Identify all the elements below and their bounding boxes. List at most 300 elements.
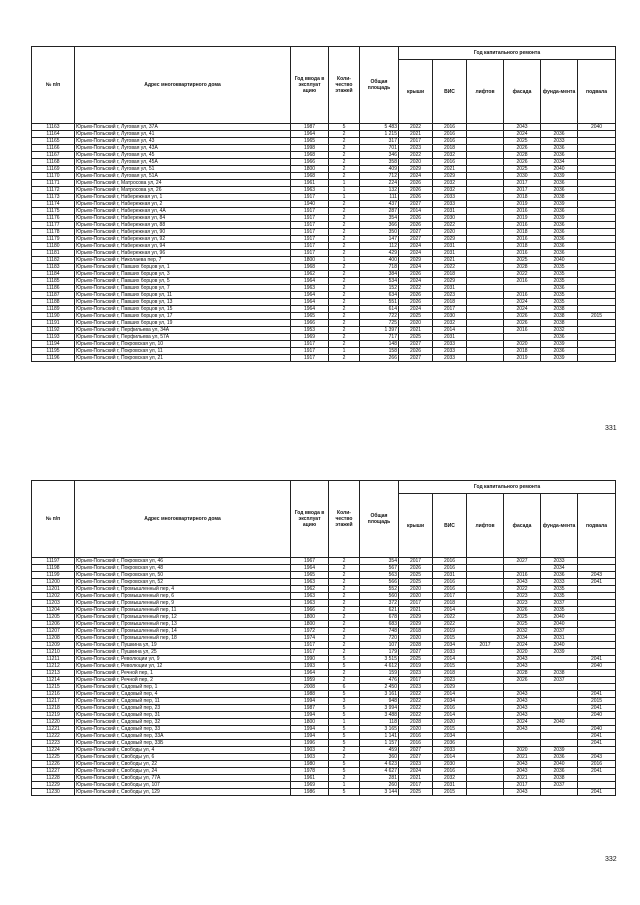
table-row xyxy=(32,656,616,663)
row-roof: 2022 xyxy=(399,712,433,719)
row-address: Юрьев-Польский г, Свободы ул, 22 xyxy=(75,761,291,768)
row-num: 11196 xyxy=(32,355,75,362)
row-num: 11218 xyxy=(32,705,75,712)
row-floors: 2 xyxy=(329,621,360,628)
table-row xyxy=(32,306,616,313)
row-address: Юрьев-Польский г, Покровская ул, 50 xyxy=(75,572,291,579)
row-lifts xyxy=(467,327,504,334)
row-lifts xyxy=(467,670,504,677)
row-vis: 2019 xyxy=(433,628,467,635)
row-num: 11215 xyxy=(32,684,75,691)
row-address: Юрьев-Польский г, Пушкина ул, 25 xyxy=(75,649,291,656)
row-roof: 2017 xyxy=(399,677,433,684)
row-area: 712 xyxy=(360,173,399,180)
row-facade: 2023 xyxy=(504,600,541,607)
table-row xyxy=(32,607,616,614)
header-basement: подвала xyxy=(578,494,616,558)
table-row xyxy=(32,166,616,173)
row-area: 701 xyxy=(360,145,399,152)
row-num: 11168 xyxy=(32,159,75,166)
row-area: 459 xyxy=(360,747,399,754)
row-vis: 2016 xyxy=(433,131,467,138)
row-num: 11209 xyxy=(32,642,75,649)
row-lifts xyxy=(467,152,504,159)
row-num: 11221 xyxy=(32,726,75,733)
row-facade xyxy=(504,285,541,292)
row-address: Юрьев-Польский г, Промышленный пер, 18 xyxy=(75,635,291,642)
row-basement: 2016 xyxy=(578,761,616,768)
row-address: Юрьев-Польский г, Садовый пер, 31 xyxy=(75,712,291,719)
row-num: 11200 xyxy=(32,579,75,586)
row-foundation: 2039 xyxy=(541,201,578,208)
row-basement xyxy=(578,747,616,754)
row-facade: 2018 xyxy=(504,348,541,355)
row-area: 147 xyxy=(360,236,399,243)
row-num: 11182 xyxy=(32,257,75,264)
row-lifts xyxy=(467,761,504,768)
table-row xyxy=(32,257,616,264)
row-lifts xyxy=(467,194,504,201)
row-roof: 2024 xyxy=(399,768,433,775)
row-num: 11207 xyxy=(32,628,75,635)
row-address: Юрьев-Польский г, Свободы ул, 6 xyxy=(75,754,291,761)
row-area: 748 xyxy=(360,628,399,635)
row-year: 1917 xyxy=(291,642,329,649)
row-year: 1964 xyxy=(291,306,329,313)
row-floors: 2 xyxy=(329,628,360,635)
row-address: Юрьев-Польский г, Павших борцов ул, 7 xyxy=(75,285,291,292)
row-lifts xyxy=(467,341,504,348)
row-vis: 2033 xyxy=(433,201,467,208)
row-address: Юрьев-Польский г, Павших борцов ул, 5 xyxy=(75,278,291,285)
row-floors: 2 xyxy=(329,586,360,593)
row-vis: 2018 xyxy=(433,271,467,278)
row-area: 3 994 xyxy=(360,705,399,712)
row-foundation: 2040 xyxy=(541,166,578,173)
row-year: 1800 xyxy=(291,614,329,621)
row-foundation: 2040 xyxy=(541,761,578,768)
header-foundation: фунда-мента xyxy=(541,60,578,124)
row-floors: 2 xyxy=(329,313,360,320)
row-area: 678 xyxy=(360,614,399,621)
row-floors: 2 xyxy=(329,159,360,166)
row-facade: 2021 xyxy=(504,754,541,761)
row-address: Юрьев-Польский г, Луговая ул, 41 xyxy=(75,131,291,138)
row-basement xyxy=(578,334,616,341)
row-area: 476 xyxy=(360,677,399,684)
row-num: 11184 xyxy=(32,271,75,278)
row-year: 1968 xyxy=(291,152,329,159)
row-facade: 2043 xyxy=(504,698,541,705)
row-roof: 2029 xyxy=(399,257,433,264)
row-vis: 2018 xyxy=(433,299,467,306)
row-foundation: 2036 xyxy=(541,229,578,236)
row-roof: 2027 xyxy=(399,229,433,236)
row-address: Юрьев-Польский г, Садовый пер, 4 xyxy=(75,691,291,698)
row-foundation: 2036 xyxy=(541,131,578,138)
row-area: 111 xyxy=(360,194,399,201)
row-roof: 2022 xyxy=(399,705,433,712)
row-year: 1966 xyxy=(291,607,329,614)
row-basement xyxy=(578,355,616,362)
row-floors: 2 xyxy=(329,565,360,572)
row-area: 112 xyxy=(360,243,399,250)
row-address: Юрьев-Польский г, Набережная ул, 4А xyxy=(75,208,291,215)
row-num: 11166 xyxy=(32,145,75,152)
row-year: 1964 xyxy=(291,565,329,572)
row-address: Юрьев-Польский г, Луговая ул, 51А xyxy=(75,173,291,180)
row-foundation: 2035 xyxy=(541,299,578,306)
row-basement xyxy=(578,782,616,789)
row-lifts xyxy=(467,684,504,691)
row-floors: 5 xyxy=(329,705,360,712)
row-lifts xyxy=(467,698,504,705)
row-basement xyxy=(578,271,616,278)
row-num: 11230 xyxy=(32,789,75,796)
row-lifts xyxy=(467,726,504,733)
table-row xyxy=(32,663,616,670)
row-num: 11225 xyxy=(32,754,75,761)
row-foundation: 2039 xyxy=(541,355,578,362)
row-floors: 2 xyxy=(329,152,360,159)
row-lifts xyxy=(467,586,504,593)
row-foundation: 2036 xyxy=(541,145,578,152)
table-row xyxy=(32,782,616,789)
row-roof: 2025 xyxy=(399,313,433,320)
row-address: Юрьев-Польский г, Покровская ул, 11 xyxy=(75,348,291,355)
row-facade: 2016 xyxy=(504,236,541,243)
row-roof: 2022 xyxy=(399,285,433,292)
row-basement: 2040 xyxy=(578,124,616,131)
row-lifts xyxy=(467,264,504,271)
row-num: 11210 xyxy=(32,649,75,656)
row-area: 3 515 xyxy=(360,656,399,663)
row-facade: 2043 xyxy=(504,768,541,775)
row-address: Юрьев-Польский г, Речной пер, 2 xyxy=(75,677,291,684)
row-basement xyxy=(578,719,616,726)
row-year: 1963 xyxy=(291,579,329,586)
row-roof: 2026 xyxy=(399,299,433,306)
row-lifts xyxy=(467,236,504,243)
row-facade: 2024 xyxy=(504,306,541,313)
row-floors: 2 xyxy=(329,635,360,642)
row-foundation xyxy=(541,656,578,663)
row-floors: 5 xyxy=(329,789,360,796)
row-basement xyxy=(578,173,616,180)
row-lifts xyxy=(467,313,504,320)
row-vis: 2034 xyxy=(433,642,467,649)
row-year: 1988 xyxy=(291,691,329,698)
row-roof: 2024 xyxy=(399,173,433,180)
row-vis: 2030 xyxy=(433,313,467,320)
table-row xyxy=(32,558,616,565)
row-floors: 5 xyxy=(329,768,360,775)
row-floors: 5 xyxy=(329,663,360,670)
row-address: Юрьев-Польский г, Садовый пер, 33А xyxy=(75,733,291,740)
row-year: 1917 xyxy=(291,243,329,250)
row-vis: 2020 xyxy=(433,229,467,236)
row-vis: 2014 xyxy=(433,327,467,334)
row-floors: 2 xyxy=(329,355,360,362)
row-area: 4 627 xyxy=(360,768,399,775)
row-foundation: 2040 xyxy=(541,614,578,621)
row-foundation: 2038 xyxy=(541,670,578,677)
row-roof: 2019 xyxy=(399,663,433,670)
row-vis: 2034 xyxy=(433,733,467,740)
row-foundation: 2036 xyxy=(541,285,578,292)
row-vis: 2022 xyxy=(433,614,467,621)
row-floors: 6 xyxy=(329,684,360,691)
row-year: 1968 xyxy=(291,173,329,180)
row-roof: 2026 xyxy=(399,187,433,194)
row-lifts xyxy=(467,691,504,698)
row-floors: 2 xyxy=(329,222,360,229)
row-basement xyxy=(578,670,616,677)
row-basement: 2041 xyxy=(578,691,616,698)
row-facade: 2025 xyxy=(504,621,541,628)
row-area: 346 xyxy=(360,152,399,159)
row-vis: 2033 xyxy=(433,348,467,355)
row-facade xyxy=(504,740,541,747)
table-row xyxy=(32,138,616,145)
row-area: 1 215 xyxy=(360,131,399,138)
row-floors: 3 xyxy=(329,698,360,705)
row-vis: 2029 xyxy=(433,173,467,180)
row-facade: 2026 xyxy=(504,677,541,684)
row-lifts xyxy=(467,747,504,754)
row-floors: 2 xyxy=(329,208,360,215)
row-num: 11171 xyxy=(32,180,75,187)
row-lifts xyxy=(467,334,504,341)
row-address: Юрьев-Польский г, Набережная ул, 90 xyxy=(75,229,291,236)
table-row xyxy=(32,747,616,754)
row-vis: 2023 xyxy=(433,292,467,299)
row-roof: 2020 xyxy=(399,635,433,642)
row-area: 567 xyxy=(360,565,399,572)
row-lifts xyxy=(467,782,504,789)
row-foundation: 2040 xyxy=(541,642,578,649)
row-roof: 2017 xyxy=(399,558,433,565)
row-area: 354 xyxy=(360,558,399,565)
row-vis: 2032 xyxy=(433,187,467,194)
row-roof: 2029 xyxy=(399,166,433,173)
row-num: 11192 xyxy=(32,327,75,334)
row-num: 11213 xyxy=(32,670,75,677)
row-year: 1994 xyxy=(291,698,329,705)
table-row xyxy=(32,719,616,726)
row-vis: 2016 xyxy=(433,159,467,166)
row-facade xyxy=(504,565,541,572)
row-num: 11173 xyxy=(32,194,75,201)
row-year: 1986 xyxy=(291,789,329,796)
row-num: 11163 xyxy=(32,124,75,131)
row-lifts xyxy=(467,754,504,761)
table-row xyxy=(32,572,616,579)
row-address: Юрьев-Польский г, Промышленный пер, 4 xyxy=(75,586,291,593)
row-floors: 1 xyxy=(329,180,360,187)
row-floors: 2 xyxy=(329,607,360,614)
table-row xyxy=(32,705,616,712)
row-facade: 2023 xyxy=(504,593,541,600)
row-basement xyxy=(578,257,616,264)
row-floors: 2 xyxy=(329,131,360,138)
row-vis: 2014 xyxy=(433,607,467,614)
row-year: 1966 xyxy=(291,320,329,327)
row-year: 1963 xyxy=(291,600,329,607)
row-area: 717 xyxy=(360,334,399,341)
row-foundation: 2039 xyxy=(541,747,578,754)
row-num: 11202 xyxy=(32,593,75,600)
row-vis: 2018 xyxy=(433,145,467,152)
row-address: Юрьев-Польский г, Покровская ул, 10 xyxy=(75,341,291,348)
page-number: 331 xyxy=(605,425,617,432)
row-basement xyxy=(578,208,616,215)
row-year: 1961 xyxy=(291,180,329,187)
header-area: Общая площадь xyxy=(360,481,399,558)
row-year: 1993 xyxy=(291,663,329,670)
row-foundation: 2036 xyxy=(541,768,578,775)
row-floors: 2 xyxy=(329,320,360,327)
row-foundation: 2035 xyxy=(541,264,578,271)
row-year: 1965 xyxy=(291,313,329,320)
row-address: Юрьев-Польский г, Набережная ул, 94 xyxy=(75,243,291,250)
row-vis: 2016 xyxy=(433,579,467,586)
row-floors: 2 xyxy=(329,201,360,208)
row-lifts xyxy=(467,292,504,299)
table-row xyxy=(32,215,616,222)
row-floors: 2 xyxy=(329,754,360,761)
row-floors: 2 xyxy=(329,285,360,292)
row-year: 1969 xyxy=(291,782,329,789)
table-row xyxy=(32,768,616,775)
row-facade: 2016 xyxy=(504,327,541,334)
row-facade: 2026 xyxy=(504,159,541,166)
header-address: Адрес многоквартирного дома xyxy=(75,481,291,558)
table-row xyxy=(32,152,616,159)
header-foundation: фунда-мента xyxy=(541,494,578,558)
table-row xyxy=(32,285,616,292)
row-area: 350 xyxy=(360,229,399,236)
row-lifts xyxy=(467,138,504,145)
row-lifts xyxy=(467,355,504,362)
row-facade: 2043 xyxy=(504,705,541,712)
row-facade: 2043 xyxy=(504,656,541,663)
table-row xyxy=(32,565,616,572)
table-row xyxy=(32,131,616,138)
row-roof: 2026 xyxy=(399,180,433,187)
row-num: 11169 xyxy=(32,166,75,173)
row-vis: 2030 xyxy=(433,761,467,768)
row-year: 1994 xyxy=(291,712,329,719)
row-roof: 2021 xyxy=(399,327,433,334)
row-vis: 2034 xyxy=(433,698,467,705)
table-row xyxy=(32,789,616,796)
table-row xyxy=(32,775,616,782)
row-foundation: 2035 xyxy=(541,607,578,614)
row-area: 718 xyxy=(360,264,399,271)
row-lifts xyxy=(467,257,504,264)
header-address: Адрес многоквартирного дома xyxy=(75,47,291,124)
row-num: 11220 xyxy=(32,719,75,726)
row-year: 1968 xyxy=(291,264,329,271)
row-basement xyxy=(578,565,616,572)
row-num: 11186 xyxy=(32,285,75,292)
row-facade: 2016 xyxy=(504,278,541,285)
header-num: № п/п xyxy=(32,47,75,124)
header-roof: крыши xyxy=(399,60,433,124)
row-area: 5 483 xyxy=(360,124,399,131)
row-lifts xyxy=(467,572,504,579)
row-facade: 2016 xyxy=(504,572,541,579)
row-num: 11193 xyxy=(32,334,75,341)
row-year: 1800 xyxy=(291,166,329,173)
row-address: Юрьев-Польский г, Павших борцов ул, 15 xyxy=(75,306,291,313)
row-num: 11189 xyxy=(32,306,75,313)
row-lifts xyxy=(467,271,504,278)
row-num: 11176 xyxy=(32,215,75,222)
row-basement xyxy=(578,327,616,334)
row-lifts xyxy=(467,768,504,775)
row-lifts xyxy=(467,621,504,628)
row-foundation: 2036 xyxy=(541,222,578,229)
row-address: Юрьев-Польский г, Пушкина ул, 19 xyxy=(75,642,291,649)
row-vis: 2014 xyxy=(433,712,467,719)
row-foundation: 2034 xyxy=(541,159,578,166)
row-roof: 2024 xyxy=(399,264,433,271)
row-area: 720 xyxy=(360,635,399,642)
row-address: Юрьев-Польский г, Покровская ул, 48 xyxy=(75,565,291,572)
row-area: 722 xyxy=(360,313,399,320)
row-foundation: 2035 xyxy=(541,586,578,593)
header-floors: Коли-чество этажей xyxy=(329,47,360,124)
row-address: Юрьев-Польский г, Промышленный пер, 9 xyxy=(75,600,291,607)
row-floors: 2 xyxy=(329,614,360,621)
row-num: 11180 xyxy=(32,243,75,250)
row-area: 372 xyxy=(360,600,399,607)
row-num: 11188 xyxy=(32,299,75,306)
row-facade: 2019 xyxy=(504,355,541,362)
row-num: 11203 xyxy=(32,600,75,607)
row-num: 11228 xyxy=(32,775,75,782)
row-year: 1917 xyxy=(291,222,329,229)
row-foundation: 2038 xyxy=(541,194,578,201)
header-lifts: лифтов xyxy=(467,60,504,124)
row-lifts xyxy=(467,656,504,663)
table-row xyxy=(32,642,616,649)
row-address: Юрьев-Польский г, Павших борцов ул, 13 xyxy=(75,299,291,306)
row-address: Юрьев-Польский г, Луговая ул, 45 xyxy=(75,152,291,159)
row-address: Юрьев-Польский г, Свободы ул, 107 xyxy=(75,782,291,789)
row-area: 281 xyxy=(360,775,399,782)
row-vis: 2031 xyxy=(433,285,467,292)
header-facade: фасада xyxy=(504,494,541,558)
row-area: 725 xyxy=(360,320,399,327)
row-floors: 1 xyxy=(329,187,360,194)
row-roof: 2018 xyxy=(399,628,433,635)
row-year: 1978 xyxy=(291,768,329,775)
row-floors: 5 xyxy=(329,740,360,747)
row-year: 1966 xyxy=(291,159,329,166)
row-lifts xyxy=(467,733,504,740)
row-vis: 2029 xyxy=(433,684,467,691)
row-foundation: 2039 xyxy=(541,173,578,180)
row-basement xyxy=(578,586,616,593)
row-area: 148 xyxy=(360,341,399,348)
table-row xyxy=(32,243,616,250)
row-foundation: 2036 xyxy=(541,152,578,159)
row-year: 1965 xyxy=(291,572,329,579)
row-foundation: 2035 xyxy=(541,292,578,299)
